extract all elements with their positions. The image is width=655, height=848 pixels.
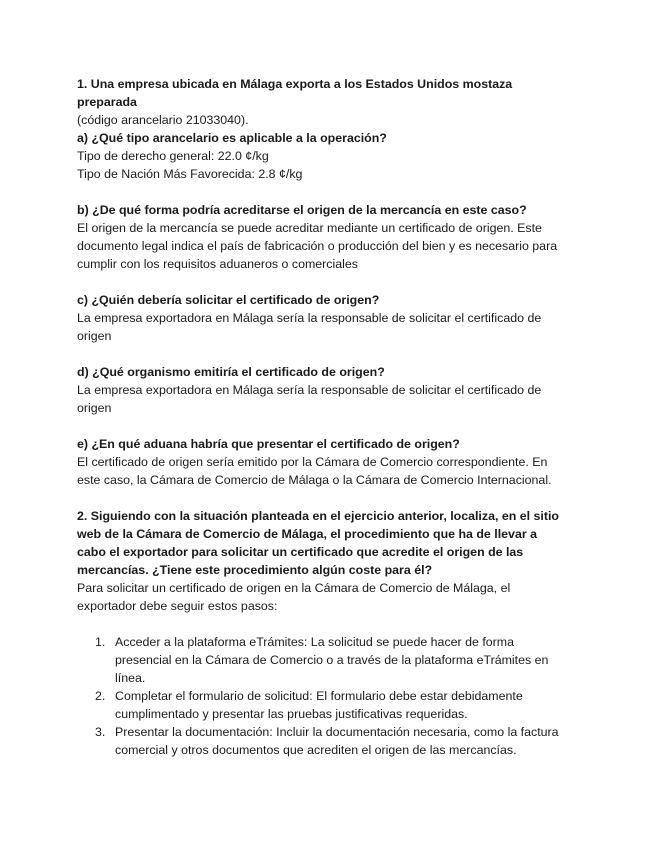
question-2-title-line: mercancías. ¿Tiene este procedimiento algún coste para él? (77, 563, 433, 577)
question-1-title-line: preparada (77, 95, 137, 109)
steps-list (77, 633, 587, 759)
intro-line: Para solicitar un certificado de origen en la Cámara de Comercio de Málaga, el (77, 581, 511, 595)
document-page (77, 75, 587, 759)
subquestion-e (77, 435, 587, 489)
answer-line: Tipo de Nación Más Favorecida: 2.8 ¢/kg (77, 167, 303, 181)
subquestion-a (77, 129, 587, 183)
question-2 (77, 507, 587, 759)
subquestion-b (77, 201, 587, 273)
question-1-title-line: 1. Una empresa ubicada en Málaga exporta a los Estados Unidos mostaza (77, 77, 513, 91)
list-item-number: 3. (95, 725, 106, 739)
subquestion-d-title: d) ¿Qué organismo emitiría el certificado de origen? (77, 365, 385, 379)
subquestion-c-title: c) ¿Quién debería solicitar el certificado de origen? (77, 293, 380, 307)
list-item-line: cumplimentado y presentar las pruebas justificativas requeridas. (115, 707, 468, 721)
answer-line: origen (77, 329, 112, 343)
subquestion-d (77, 363, 587, 417)
list-item-line: presencial en la Cámara de Comercio o a través de la plataforma eTrámites en (115, 653, 549, 667)
subquestion-c (77, 291, 587, 345)
list-item (77, 687, 587, 723)
answer-line: este caso, la Cámara de Comercio de Málaga o la Cámara de Comercio Internacional. (77, 473, 552, 487)
tariff-code: (código arancelario 21033040). (77, 113, 249, 127)
question-2-title-line: web de la Cámara de Comercio de Málaga, el procedimiento que ha de llevar a (77, 527, 537, 541)
list-item-line: Presentar la documentación: Incluir la documentación necesaria, como la factura (115, 725, 559, 739)
question-2-title-line: 2. Siguiendo con la situación planteada en el ejercicio anterior, localiza, en el sitio (77, 509, 560, 523)
list-item-line: Acceder a la plataforma eTrámites: La solicitud se puede hacer de forma (115, 635, 514, 649)
answer-line: cumplir con los requisitos aduaneros o comerciales (77, 257, 358, 271)
list-item-number: 1. (95, 635, 106, 649)
answer-line: La empresa exportadora en Málaga sería la responsable de solicitar el certificado de (77, 383, 542, 397)
answer-line: origen (77, 401, 112, 415)
question-2-title-line: cabo el exportador para solicitar un certificado que acredite el origen de las (77, 545, 524, 559)
subquestion-e-title: e) ¿En qué aduana habría que presentar el certificado de origen? (77, 437, 460, 451)
question-1 (77, 75, 587, 489)
subquestion-a-title: a) ¿Qué tipo arancelario es aplicable a la operación? (77, 131, 387, 145)
answer-line: El origen de la mercancía se puede acreditar mediante un certificado de origen. Este (77, 221, 542, 235)
intro-line: exportador debe seguir estos pasos: (77, 599, 278, 613)
list-item-line: línea. (115, 671, 146, 685)
subquestion-b-title: b) ¿De qué forma podría acreditarse el origen de la mercancía en este caso? (77, 203, 527, 217)
list-item-line: Completar el formulario de solicitud: El formulario debe estar debidamente (115, 689, 523, 703)
answer-line: documento legal indica el país de fabricación o producción del bien y es necesario para (77, 239, 558, 253)
list-item (77, 723, 587, 759)
list-item-line: comercial y otros documentos que acrediten el origen de las mercancías. (115, 743, 517, 757)
list-item-number: 2. (95, 689, 106, 703)
answer-line: Tipo de derecho general: 22.0 ¢/kg (77, 149, 269, 163)
answer-line: La empresa exportadora en Málaga sería la responsable de solicitar el certificado de (77, 311, 542, 325)
answer-line: El certificado de origen sería emitido por la Cámara de Comercio correspondiente. En (77, 455, 548, 469)
list-item (77, 633, 587, 687)
